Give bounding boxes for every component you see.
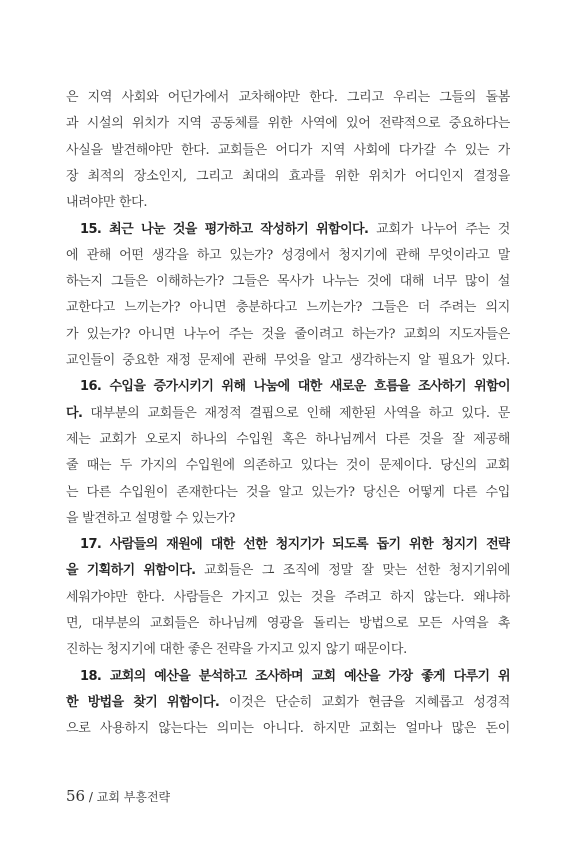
text-segment: 세워가야만 한다. 사람들은 가지고 있는 것을 주려고 하지 않는다. 왜냐하	[66, 589, 510, 605]
page-number: 56	[66, 787, 86, 805]
text-segment: 는 다른 수입원이 존재한다는 것을 알고 있는가? 당신은 어떻게 다른 수입	[66, 484, 510, 500]
paragraph-heading-line	[80, 663, 510, 690]
text-segment: 사실을 발견해야만 한다. 교회들은 어디가 지역 사회에 다가갈 수 있는 가	[66, 142, 510, 158]
bold-heading-text: 을 기획하기 위함이다.	[66, 563, 196, 579]
text-line	[66, 505, 510, 532]
text-line	[66, 689, 510, 716]
text-segment: 으로 사용하지 않는다는 의미는 아니다. 하지만 교회는 얼마나 많은 돈이	[66, 721, 510, 737]
text-line	[66, 479, 510, 506]
text-segment: 내려야만 한다.	[66, 195, 148, 211]
text-segment: 은 지역 사회와 어딘가에서 교차해야만 한다. 그리고 우리는 그들의 돌봄	[66, 90, 510, 105]
text-segment: 진하는 청지기에 대한 좋은 전략을 가지고 있지 않기 때문이다.	[66, 642, 407, 658]
text-line	[66, 84, 510, 111]
paragraph-heading-line	[80, 373, 510, 400]
bold-heading-text: 한 방법을 찾기 위함이다.	[66, 694, 220, 710]
bold-heading-text: 18. 교회의 예산을 분석하고 조사하며 교회 예산을 가장 좋게 다루기 위	[80, 668, 510, 684]
text-line	[66, 294, 510, 321]
text-segment: 을 발견하고 설명할 수 있는가?	[66, 510, 236, 526]
text-segment: 에 관해 어떤 생각을 하고 있는가? 성경에서 청지기에 관해 무엇이라고 말	[66, 247, 510, 263]
text-line	[66, 163, 510, 190]
text-line	[66, 189, 510, 216]
bold-heading-text: 다.	[66, 405, 83, 421]
text-segment: 대부분의 교회들은 재정적 결핍으로 인해 제한된 사역을 하고 있다. 문	[82, 405, 510, 421]
text-line	[66, 715, 510, 742]
text-segment: 가 있는가? 아니면 나누어 주는 것을 줄이려고 하는가? 교회의 지도자들은	[66, 326, 510, 342]
text-line	[66, 321, 510, 348]
footer-separator: /	[85, 790, 97, 804]
text-line	[66, 137, 510, 164]
text-line	[66, 242, 510, 269]
text-line	[66, 426, 510, 453]
text-segment: 이것은 단순히 교회가 현금을 지혜롭고 성경적	[219, 694, 510, 710]
text-line	[66, 557, 510, 584]
text-segment: 하는지 그들은 이해하는가? 그들은 목사가 나누는 것에 대해 너무 많이 설	[66, 274, 510, 290]
text-segment: 교한다고 느끼는가? 아니면 충분하다고 느끼는가? 그들은 더 주려는 의지	[66, 300, 510, 316]
text-segment: 교회가 나누어 주는 것	[368, 221, 510, 237]
text-line	[66, 347, 510, 374]
bold-heading-text: 16. 수입을 증가시키기 위해 나눔에 대한 새로운 흐름을 조사하기 위함이	[80, 379, 510, 395]
text-line	[66, 110, 510, 137]
text-segment: 교인들이 중요한 재정 문제에 관해 무엇을 알고 생각하는지 알 필요가 있다.	[66, 353, 510, 368]
book-title: 교회 부흥전략	[96, 790, 171, 804]
text-line	[66, 268, 510, 295]
page-footer	[66, 786, 170, 807]
text-line	[66, 584, 510, 611]
text-segment: 과 시설의 위치가 지역 공동체를 위한 사역에 있어 전략적으로 중요하다는	[66, 116, 510, 132]
paragraph-heading-line	[80, 531, 510, 558]
text-segment: 교회들은 그 조직에 정말 잘 맞는 선한 청지기위에	[195, 563, 510, 579]
text-line	[66, 452, 510, 479]
bold-heading-text: 17. 사람들의 재원에 대한 선한 청지기가 되도록 돕기 위한 청지기 전략	[80, 537, 510, 553]
text-line	[66, 610, 510, 637]
text-segment: 제는 교회가 오로지 하나의 수입원 혹은 하나님께서 다른 것을 잘 제공해	[66, 431, 510, 447]
text-line	[66, 636, 510, 663]
text-segment: 장 최적의 장소인지, 그리고 최대의 효과를 위한 위치가 어디인지 결정을	[66, 168, 510, 184]
text-segment: 면, 대부분의 교회들은 하나님께 영광을 돌리는 방법으로 모든 사역을 촉	[66, 616, 510, 631]
text-line	[66, 400, 510, 427]
bold-heading-text: 15. 최근 나눈 것을 평가하고 작성하기 위함이다.	[80, 221, 369, 237]
paragraph-heading-line	[80, 216, 510, 243]
text-segment: 줄 때는 두 가지의 수입원에 의존하고 있다는 것이 문제이다. 당신의 교회	[66, 458, 510, 474]
